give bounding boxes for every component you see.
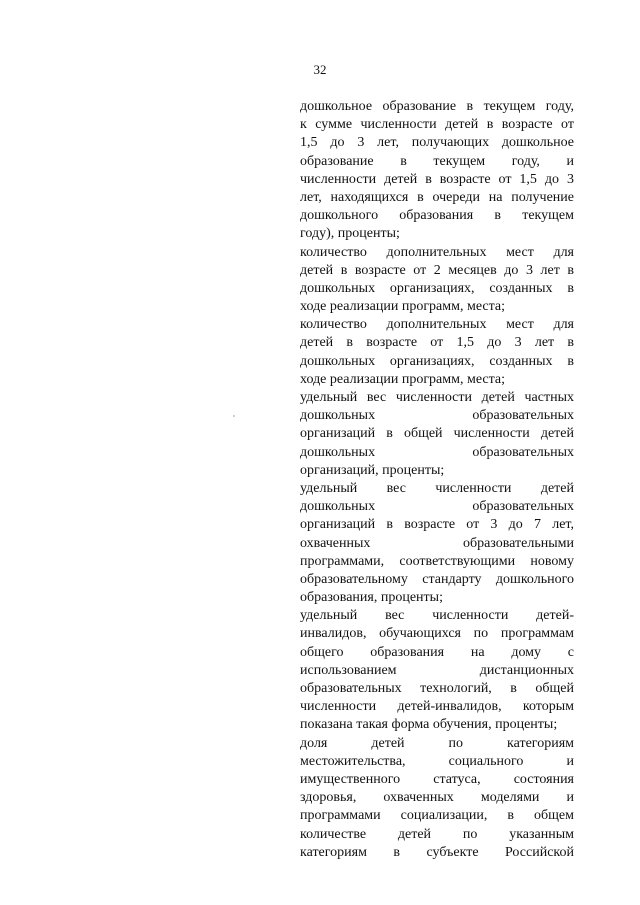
text-line: показана такая форма обучения, проценты; bbox=[300, 717, 558, 733]
text-line: здоровья, охваченных моделями и bbox=[300, 790, 574, 806]
text-line: доля детей по категориям bbox=[300, 735, 574, 751]
text-line: лет, находящихся в очереди на получение bbox=[300, 189, 574, 205]
text-line: общего образования на дому с bbox=[300, 644, 574, 660]
text-line: дошкольных образовательных bbox=[300, 444, 574, 460]
text-line: дошкольных организациях, созданных в bbox=[300, 280, 574, 296]
text-line: дошкольное образование в текущем году, bbox=[300, 99, 574, 114]
text-line: численности детей-инвалидов, которым bbox=[300, 699, 574, 715]
text-line: организаций в возрасте от 3 до 7 лет, bbox=[300, 517, 574, 533]
text-line: образование в текущем году, и bbox=[300, 153, 574, 169]
text-line: организаций, проценты; bbox=[300, 462, 445, 478]
text-line: инвалидов, обучающихся по программам bbox=[300, 626, 574, 642]
text-line: году), проценты; bbox=[300, 226, 400, 242]
text-line: удельный вес численности детей частных bbox=[300, 390, 574, 405]
text-line: количестве детей по указанным bbox=[300, 826, 574, 842]
text-line: дошкольного образования в текущем bbox=[300, 208, 574, 224]
document-body bbox=[300, 98, 574, 862]
scan-artifact-dot bbox=[233, 415, 235, 417]
text-line: к сумме численности детей в возрасте от bbox=[300, 117, 574, 133]
text-line: программами социализации, в общем bbox=[300, 808, 574, 824]
text-line: использованием дистанционных bbox=[300, 662, 574, 678]
page-number: 32 bbox=[313, 62, 327, 77]
text-line: местожительства, социального и bbox=[300, 753, 574, 769]
text-line: ходе реализации программ, места; bbox=[300, 371, 506, 387]
text-line: количество дополнительных мест для bbox=[300, 317, 574, 333]
text-line: дошкольных образовательных bbox=[300, 408, 574, 424]
text-line: детей в возрасте от 1,5 до 3 лет в bbox=[300, 335, 574, 351]
text-line: 1,5 до 3 лет, получающих дошкольное bbox=[300, 135, 574, 151]
text-line: образования, проценты; bbox=[300, 590, 443, 606]
text-line: дошкольных организациях, созданных в bbox=[300, 353, 574, 369]
text-line: образовательных технологий, в общей bbox=[300, 681, 574, 696]
text-line: количество дополнительных мест для bbox=[300, 244, 574, 260]
text-line: дошкольных образовательных bbox=[300, 499, 574, 515]
text-line: охваченных образовательными bbox=[300, 535, 574, 551]
text-line: имущественного статуса, состояния bbox=[300, 771, 574, 787]
text-line: программами, соответствующими новому bbox=[300, 553, 574, 569]
text-line: детей в возрасте от 2 месяцев до 3 лет в bbox=[300, 262, 574, 278]
text-line: образовательному стандарту дошкольного bbox=[300, 571, 574, 587]
text-line: численности детей в возрасте от 1,5 до 3 bbox=[300, 171, 574, 187]
text-line: удельный вес численности детей bbox=[300, 480, 574, 496]
text-line: организаций в общей численности детей bbox=[300, 426, 574, 442]
text-line: удельный вес численности детей- bbox=[300, 608, 574, 624]
text-line: ходе реализации программ, места; bbox=[300, 299, 506, 315]
text-line: категориям в субъекте Российской bbox=[300, 844, 574, 860]
